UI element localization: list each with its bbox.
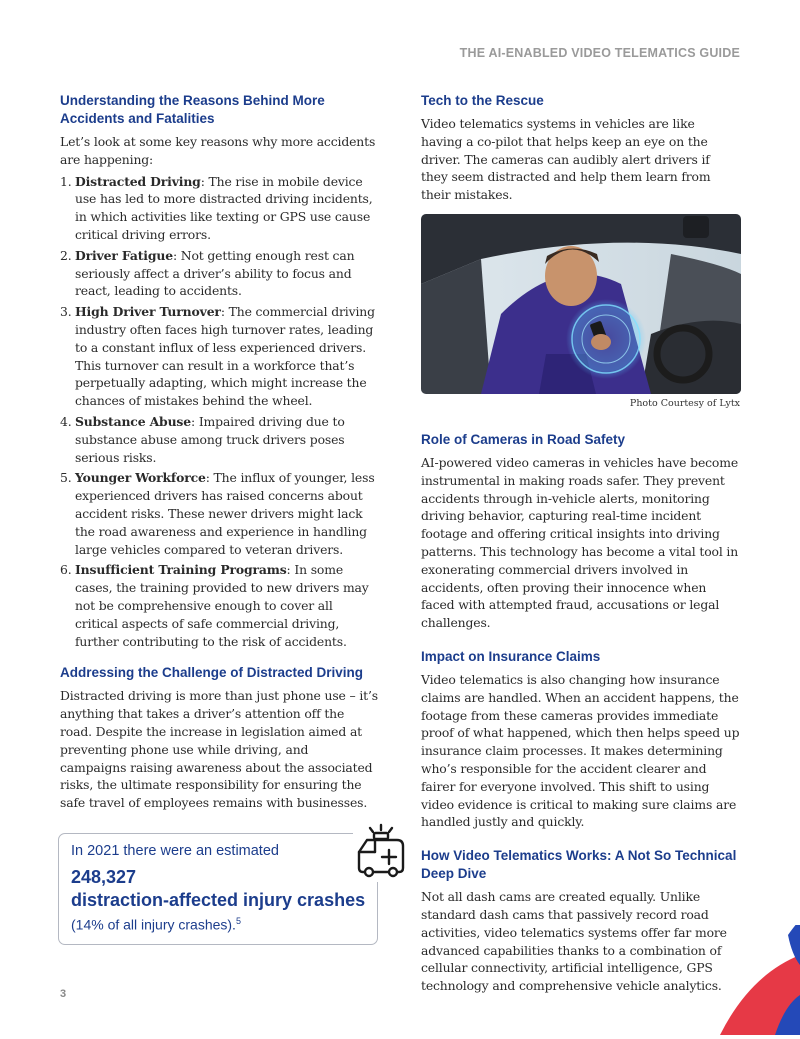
list-item: 6. Insufficient Training Programs: In some cases, the training provided to new drivers may not be comprehensive enough to cover all critical aspects of safe commercial driving, further contributing to the risk of accidents.	[60, 562, 369, 649]
list-item: 5. Younger Workforce: The influx of younger, less experienced drivers has raised concerns about accident risks. These newer drivers might lack the road awareness and experience in handling large vehicles compared to veteran drivers.	[60, 470, 375, 557]
section-heading-how: How Video Telematics Works: A Not So Technical Deep Dive	[421, 848, 737, 882]
ambulance-icon	[353, 822, 409, 882]
tech-body: Video telematics systems in vehicles are like having a co-pilot that helps keep an eye on the driver. The cameras can audibly alert drivers if they seem distracted and help them learn from their mistakes.	[421, 116, 711, 203]
list-item: 1. Distracted Driving: The rise in mobile device use has led to more distracted driving incidents, in which activities like texting or GPS use cause critical driving errors.	[60, 173, 373, 242]
reasons-list	[60, 173, 378, 651]
stat-callout	[58, 833, 378, 945]
section-heading-reasons: Understanding the Reasons Behind More Accidents and Fatalities	[60, 93, 325, 126]
reasons-intro: Let’s look at some key reasons why more accidents are happening:	[60, 134, 376, 167]
callout-line-1: In 2021 there were an estimated	[71, 843, 279, 859]
section-tech-rescue	[421, 92, 743, 204]
section-heading-distracted: Addressing the Challenge of Distracted Driving	[60, 665, 364, 681]
section-insurance	[421, 648, 743, 831]
footnote-marker: 5	[235, 916, 241, 926]
driver-photo	[421, 214, 741, 394]
callout-number: 248,327	[71, 867, 137, 887]
how-body: Not all dash cams are created equally. Unlike standard dash cams that passively record road activities, video telematics systems offer far more advanced capabilities thanks to a combination of cellular connectivity, artificial intelligence, GPS technology and comprehensive vehicle analytics.	[421, 889, 727, 994]
cameras-body: AI-powered video cameras in vehicles have become instrumental in making roads safer. They prevent accidents through in-vehicle alerts, monitoring driving behavior, capturing real-time incident footage and offering critical insights into driving patterns. This technology has become a vital tool in exonerating commercial drivers involved in accidents, often proving their innocence when faced with attempted fraud, accusations or legal challenges.	[421, 455, 739, 631]
left-column	[60, 92, 378, 826]
list-item: 4. Substance Abuse: Impaired driving due to substance abuse among truck drivers poses serious risks.	[60, 413, 345, 465]
running-header: THE AI-ENABLED VIDEO TELEMATICS GUIDE	[459, 46, 740, 60]
photo-caption: Photo Courtesy of Lytx	[629, 398, 740, 409]
corner-decoration	[680, 925, 800, 1035]
section-cameras	[421, 431, 743, 632]
section-heading-insurance: Impact on Insurance Claims	[421, 648, 601, 664]
insurance-body: Video telematics is also changing how insurance claims are handled. When an accident happens, the footage from these cameras provides immediate proof of what happened, which then helps speed up insurance claim processes. It makes determining who’s responsible for the accident clearer and fairer for everyone involved. This shift to using video evidence is critical to making sure claims are handled justly and quickly.	[421, 671, 740, 830]
section-distracted-driving	[60, 664, 378, 812]
page-number: 3	[60, 988, 67, 1000]
section-reasons	[60, 92, 378, 650]
right-column	[421, 92, 743, 204]
right-column-lower	[421, 431, 743, 1009]
section-heading-cameras: Role of Cameras in Road Safety	[421, 432, 626, 447]
list-item: 3. High Driver Turnover: The commercial driving industry often faces high turnover rates, leading to a constant influx of less experienced drivers. This turnover can result in a workforce that’s perpetually adapting, which might increase the chances of mistakes behind the wheel.	[60, 304, 375, 409]
callout-stat	[71, 866, 365, 912]
section-heading-tech: Tech to the Rescue	[421, 93, 544, 108]
distracted-body: Distracted driving is more than just phone use – it’s anything that takes a driver’s attention off the road. Despite the increase in legislation aimed at preventing phone use while driving, and campaigns raising awareness about the associated risks, the ultimate responsibility for ensuring the safe travel of employees remains with businesses.	[60, 688, 378, 811]
callout-line-2: distraction-affected injury crashes	[71, 890, 366, 910]
list-item: 2. Driver Fatigue: Not getting enough rest can seriously affect a driver’s ability to focus and react, leading to accidents.	[60, 247, 355, 299]
callout-line-3: (14% of all injury crashes).$^5$	[71, 916, 241, 933]
